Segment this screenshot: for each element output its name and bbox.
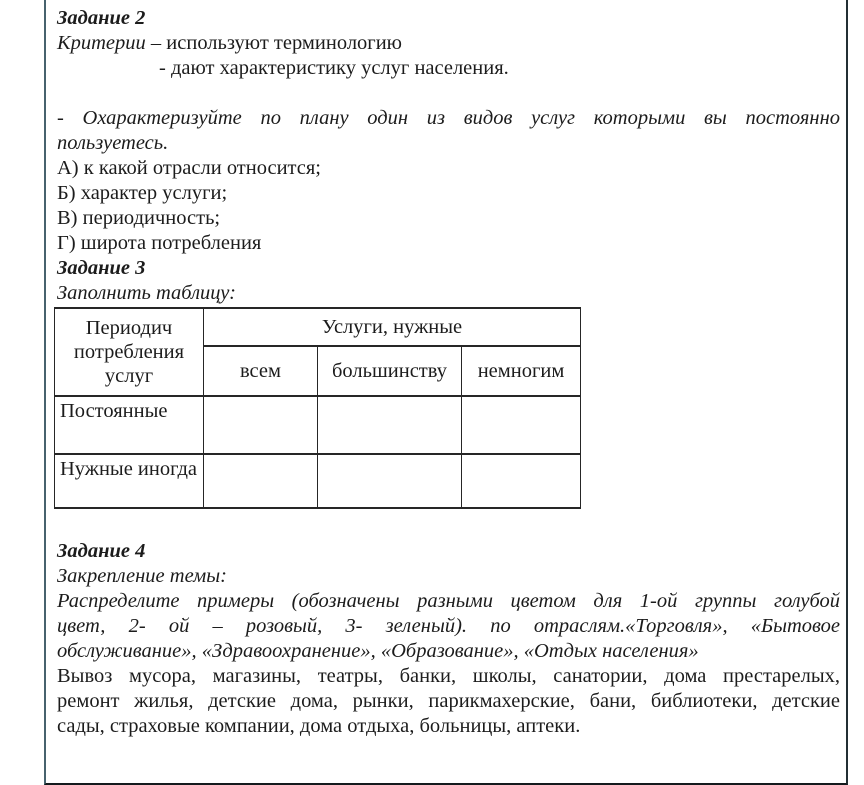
task2-criteria-rest: – используют терминологию — [145, 32, 402, 54]
table-cell-empty[interactable] — [462, 454, 581, 508]
task4-instruction-line2: цвет, 2- ой – розовый, 3- зеленый). по отраслям.«Торговля», «Бытовое — [57, 615, 840, 637]
table-header-services-needed: Услуги, нужные — [204, 308, 581, 346]
task2-criteria-label: Критерии — [57, 32, 146, 54]
table-cell-empty[interactable] — [318, 454, 462, 508]
task2-criteria-line2: - дают характеристику услуг населения. — [159, 57, 509, 79]
task2-item-g: Г) широта потребления — [57, 232, 262, 254]
worksheet-cell — [44, 0, 848, 785]
task4-examples-line3: сады, страховые компании, дома отдыха, больницы, аптеки. — [57, 715, 581, 737]
task4-instruction-line3: обслуживание», «Здравоохранение», «Образование», «Отдых населения» — [57, 640, 699, 662]
table-header-periodicity: Периодич потребления услуг — [55, 308, 204, 396]
table-cell-empty[interactable] — [204, 454, 318, 508]
spacer — [57, 81, 840, 106]
table-header-majority: большинству — [318, 346, 462, 396]
table-row-sometimes — [55, 454, 581, 508]
table-row-label-sometimes: Нужные иногда — [55, 454, 204, 508]
task2-criteria-line — [57, 31, 840, 56]
table-header-few: немногим — [462, 346, 581, 396]
task4-examples-line1: Вывоз мусора, магазины, театры, банки, школы, санатории, дома престарелых, — [57, 665, 840, 687]
task4-subheading: Закрепление темы: — [57, 565, 227, 587]
task4-heading: Задание 4 — [57, 540, 146, 562]
table-cell-empty[interactable] — [204, 396, 318, 454]
task2-instruction-line1: - Охарактеризуйте по плану один из видов услуг которыми вы постоянно — [57, 107, 840, 129]
fill-table — [54, 307, 581, 509]
task2-instruction-line2: пользуетесь. — [57, 132, 169, 154]
task3-subheading: Заполнить таблицу: — [57, 282, 236, 304]
task2-heading: Задание 2 — [57, 7, 146, 29]
task3-heading: Задание 3 — [57, 257, 146, 279]
table-header-row-1 — [55, 308, 581, 346]
table-row-label-constant: Постоянные — [55, 396, 204, 454]
task2-item-b: Б) характер услуги; — [57, 182, 228, 204]
task2-item-a: А) к какой отрасли относится; — [57, 157, 321, 179]
table-header-everyone: всем — [204, 346, 318, 396]
task2-item-v: В) периодичность; — [57, 207, 221, 229]
table-row-constant — [55, 396, 581, 454]
table-cell-empty[interactable] — [462, 396, 581, 454]
task4-examples-line2: ремонт жилья, детские дома, рынки, парикмахерские, бани, библиотеки, детские — [57, 690, 840, 712]
task4-instruction-line1: Распределите примеры (обозначены разными цветом для 1-ой группы голубой — [57, 590, 840, 612]
table-cell-empty[interactable] — [318, 396, 462, 454]
